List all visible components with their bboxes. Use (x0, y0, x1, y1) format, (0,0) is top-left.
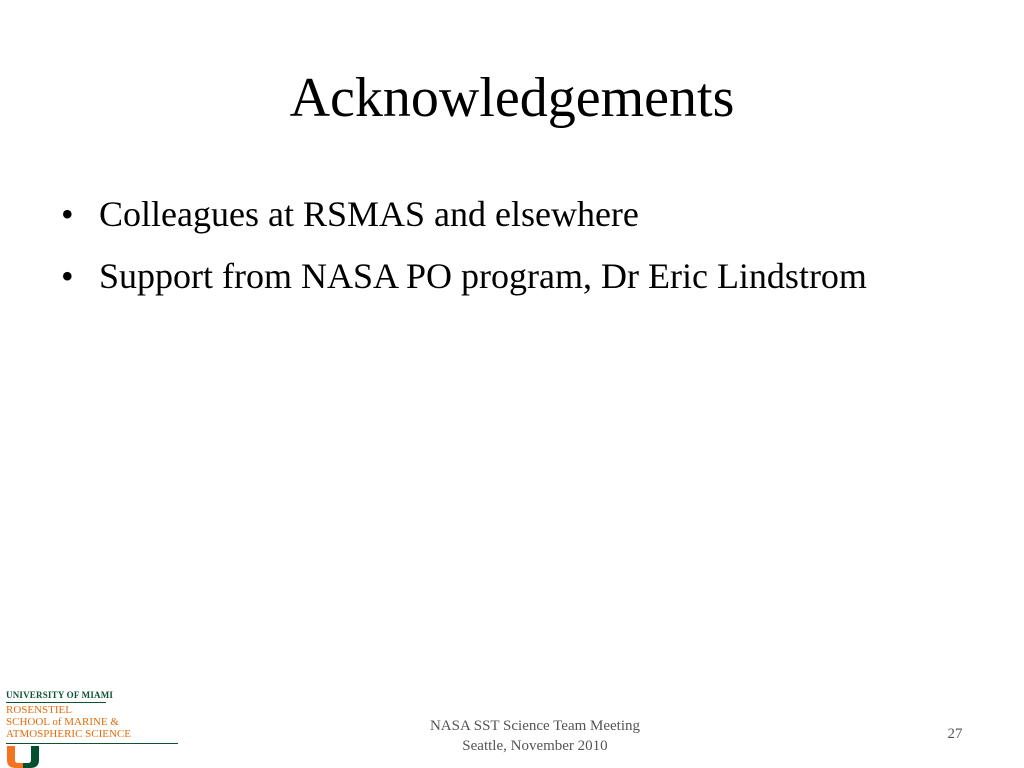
logo-school-line: ROSENSTIEL (6, 704, 72, 716)
footer-event: NASA SST Science Team Meeting (429, 718, 641, 734)
bullet-marker: • (61, 194, 74, 234)
footer-event-info (380, 716, 690, 756)
bullet-marker: • (61, 256, 74, 296)
bullet-list (58, 188, 938, 312)
university-u-logo-icon (6, 746, 40, 768)
logo-divider (6, 702, 106, 703)
footer-location-date: Seattle, November 2010 (462, 738, 608, 754)
university-logo (6, 688, 182, 768)
slide-title: Acknowledgements (289, 67, 735, 129)
page-number: 27 (947, 726, 963, 742)
logo-university-name: UNIVERSITY OF MIAMI (6, 690, 114, 700)
bullet-text: Colleagues at RSMAS and elsewhere (99, 194, 639, 234)
logo-school-line: SCHOOL of MARINE & (6, 716, 119, 728)
list-item (58, 250, 938, 302)
logo-divider (6, 743, 178, 744)
logo-school-line: ATMOSPHERIC SCIENCE (6, 728, 131, 740)
logo-school-name (6, 704, 131, 740)
bullet-text: Support from NASA PO program, Dr Eric Lindstrom (99, 256, 867, 296)
list-item (58, 188, 938, 240)
